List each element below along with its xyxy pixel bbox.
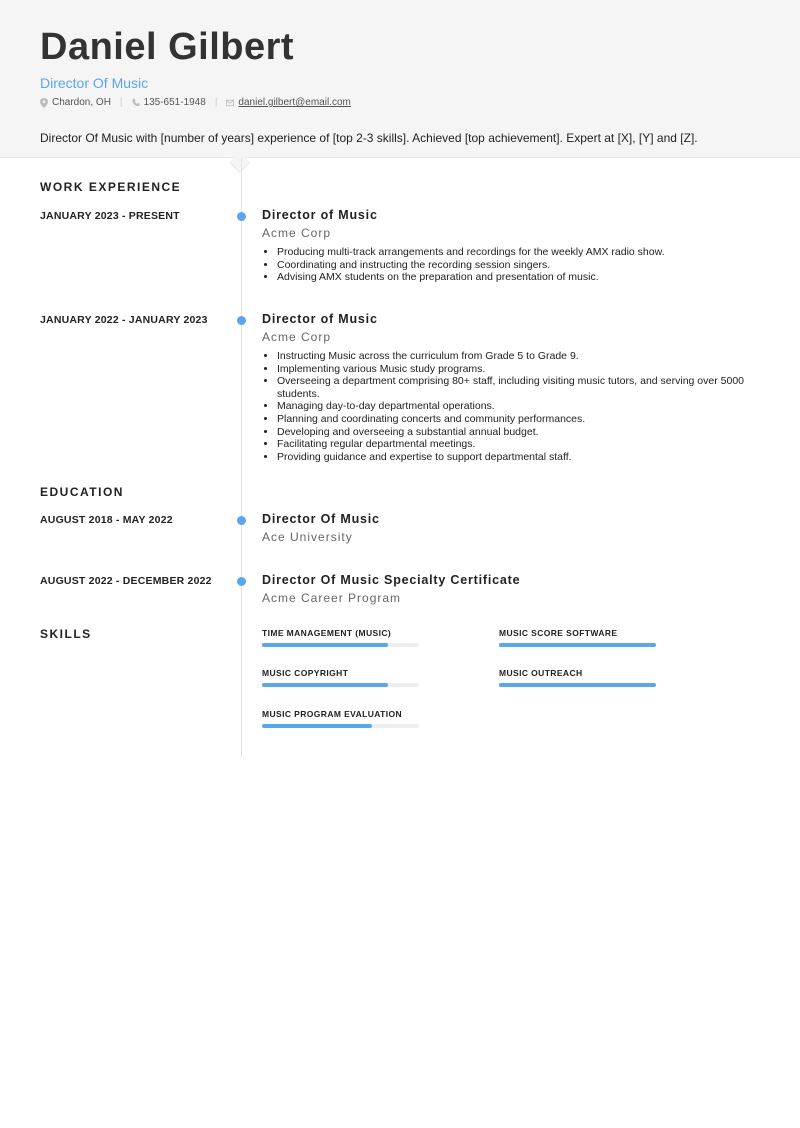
email-contact[interactable] bbox=[226, 97, 350, 108]
skill-bar-fill bbox=[499, 683, 656, 687]
email-link[interactable]: daniel.gilbert@email.com bbox=[238, 97, 351, 108]
timeline-dot bbox=[237, 212, 246, 221]
list-item: • Advising AMX students on the preparation and presentation of music. bbox=[277, 271, 762, 284]
professional-summary: Director Of Music with [number of years] experience of [top 2-3 skills]. Achieved [top achievement]. Expert at [X], [Y] and [Z]. bbox=[40, 131, 698, 145]
skill-item bbox=[499, 668, 659, 687]
skill-bar-fill bbox=[262, 643, 388, 647]
skill-bar bbox=[499, 683, 656, 687]
timeline-dot bbox=[237, 577, 246, 586]
skill-name: MUSIC OUTREACH bbox=[499, 668, 583, 678]
location-contact bbox=[40, 97, 111, 108]
skill-name: MUSIC PROGRAM EVALUATION bbox=[262, 709, 403, 719]
list-item: • Planning and coordinating concerts and community performances. bbox=[277, 413, 757, 426]
location-text: Chardon, OH bbox=[52, 97, 111, 108]
education-school: Ace University bbox=[262, 530, 353, 544]
skill-bar bbox=[262, 724, 419, 728]
work-experience-heading: WORK EXPERIENCE bbox=[40, 180, 182, 194]
skill-item bbox=[262, 668, 422, 687]
phone-icon bbox=[132, 98, 140, 108]
education-entry bbox=[262, 573, 762, 605]
header bbox=[0, 0, 800, 158]
education-degree: Director Of Music Specialty Certificate bbox=[262, 573, 521, 587]
list-item: • Coordinating and instructing the recording session singers. bbox=[277, 259, 762, 272]
work-company: Acme Corp bbox=[262, 330, 332, 344]
contact-divider: | bbox=[214, 97, 218, 108]
skill-item bbox=[262, 628, 422, 647]
skill-bar-fill bbox=[262, 683, 388, 687]
phone-text: 135-651-1948 bbox=[143, 97, 206, 108]
list-item: • Providing guidance and expertise to support departmental staff. bbox=[277, 451, 757, 464]
timeline-dot bbox=[237, 316, 246, 325]
list-item: • Overseeing a department comprising 80+ staff, including visiting music tutors, and serving over 5000 students. bbox=[277, 375, 757, 400]
list-item: • Implementing various Music study programs. bbox=[277, 363, 757, 376]
skill-bar bbox=[262, 643, 419, 647]
education-date: AUGUST 2018 - MAY 2022 bbox=[40, 514, 173, 526]
list-item: • Instructing Music across the curriculum from Grade 5 to Grade 9. bbox=[277, 350, 757, 363]
candidate-name: Daniel Gilbert bbox=[40, 26, 295, 68]
job-title: Director Of Music bbox=[40, 75, 149, 91]
skill-name: MUSIC COPYRIGHT bbox=[262, 668, 349, 678]
education-date: AUGUST 2022 - DECEMBER 2022 bbox=[40, 575, 212, 587]
work-date: JANUARY 2022 - JANUARY 2023 bbox=[40, 314, 208, 326]
skill-bar bbox=[262, 683, 419, 687]
skills-heading: SKILLS bbox=[40, 627, 92, 641]
skill-item bbox=[262, 709, 422, 728]
work-entry bbox=[262, 312, 762, 463]
list-item: • Developing and overseeing a substantial annual budget. bbox=[277, 426, 757, 439]
work-bullets bbox=[262, 350, 757, 463]
skill-bar bbox=[499, 643, 656, 647]
education-heading: EDUCATION bbox=[40, 485, 124, 499]
work-role: Director of Music bbox=[262, 208, 378, 222]
skill-name: TIME MANAGEMENT (MUSIC) bbox=[262, 628, 392, 638]
contact-info bbox=[40, 97, 351, 108]
work-entry bbox=[262, 208, 762, 284]
map-pin-icon bbox=[40, 98, 48, 108]
list-item: • Producing multi-track arrangements and recordings for the weekly AMX radio show. bbox=[277, 246, 762, 259]
envelope-icon bbox=[226, 98, 234, 108]
contact-divider: | bbox=[119, 97, 123, 108]
list-item: • Managing day-to-day departmental operations. bbox=[277, 400, 757, 413]
education-school: Acme Career Program bbox=[262, 591, 402, 605]
skill-name: MUSIC SCORE SOFTWARE bbox=[499, 628, 618, 638]
list-item: • Facilitating regular departmental meetings. bbox=[277, 438, 757, 451]
work-role: Director of Music bbox=[262, 312, 378, 326]
skill-bar-fill bbox=[499, 643, 656, 647]
education-degree: Director Of Music bbox=[262, 512, 380, 526]
skill-bar-fill bbox=[262, 724, 372, 728]
timeline-dot bbox=[237, 516, 246, 525]
skill-item bbox=[499, 628, 659, 647]
work-date: JANUARY 2023 - PRESENT bbox=[40, 210, 180, 222]
timeline-line bbox=[241, 158, 242, 757]
education-entry bbox=[262, 512, 762, 544]
work-company: Acme Corp bbox=[262, 226, 332, 240]
phone-contact bbox=[132, 97, 206, 108]
work-bullets bbox=[262, 246, 762, 284]
